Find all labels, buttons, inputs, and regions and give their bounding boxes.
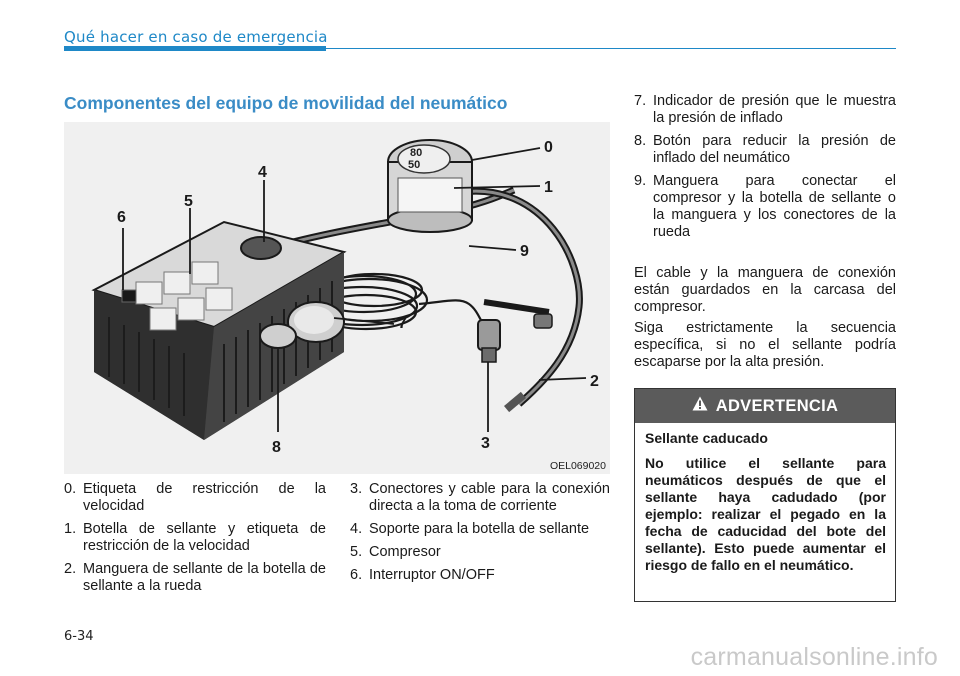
power-plug	[478, 320, 500, 362]
callout-0: 0	[544, 139, 553, 156]
callout-9: 9	[520, 243, 529, 260]
kit-illustration	[64, 122, 610, 474]
callout-5: 5	[184, 193, 193, 210]
warning-title: ADVERTENCIA	[715, 396, 839, 415]
page-number: 6-34	[64, 629, 94, 644]
chapter-title: Qué hacer en caso de emergencia	[64, 28, 328, 46]
sequence-paragraph: Siga estrictamente la secuencia específica, si no el sellante podría escaparse por la alta presión.	[634, 320, 896, 370]
callout-1: 1	[544, 179, 553, 196]
list-item: 2. Manguera de sellante de la botella de sellante a la rueda	[64, 561, 326, 594]
cable-storage-paragraph: El cable y la manguera de conexión están guardados en la carcasa del compresor.	[634, 265, 896, 315]
warning-text: No utilice el sellante para neumáticos después de que el sellante haya cadudado (por ejemplo: realizar el pegado en la fecha de caducidad del bote del sellante). Esto puede aumentar el riesgo de fallo en el neumático.	[645, 455, 886, 573]
list-item: 9. Manguera para conectar el compresor y la botella de sellante o la manguera y los conectores de la rueda	[634, 173, 896, 240]
components-list-left	[64, 481, 326, 601]
callout-4: 4	[258, 164, 267, 181]
callout-3: 3	[481, 435, 490, 452]
svg-text:80: 80	[410, 147, 423, 159]
callout-8: 8	[272, 439, 281, 456]
tire-mobility-kit-figure	[64, 122, 610, 474]
callout-2: 2	[590, 373, 599, 390]
warning-box	[634, 388, 896, 602]
list-item: 7. Indicador de presión que le muestra la presión de inflado	[634, 93, 896, 126]
components-list-mid	[350, 481, 610, 590]
compressor	[94, 222, 344, 440]
list-item: 6. Interruptor ON/OFF	[350, 567, 495, 583]
list-item: 8. Botón para reducir la presión de inflado del neumático	[634, 133, 896, 166]
header-rule	[326, 48, 896, 49]
figure-code: OEL069020	[549, 460, 606, 472]
list-item: 1. Botella de sellante y etiqueta de restricción de la velocidad	[64, 521, 326, 554]
header-accent-bar	[64, 46, 326, 51]
list-item: 3. Conectores y cable para la conexión directa a la toma de corriente	[350, 481, 610, 514]
callout-6: 6	[117, 209, 126, 226]
warning-triangle-icon	[692, 396, 708, 416]
warning-subtitle: Sellante caducado	[645, 430, 768, 446]
sealant-bottle	[388, 140, 472, 232]
callout-7: 7	[398, 315, 407, 332]
svg-text:50: 50	[408, 159, 421, 171]
watermark: carmanualsonline.info	[690, 643, 938, 671]
components-list-right	[634, 93, 896, 247]
warning-header	[635, 389, 895, 423]
section-title: Componentes del equipo de movilidad del neumático	[64, 93, 508, 113]
list-item: 4. Soporte para la botella de sellante	[350, 521, 590, 537]
list-item: 5. Compresor	[350, 544, 441, 560]
list-item: 0. Etiqueta de restricción de la velocidad	[64, 481, 326, 514]
